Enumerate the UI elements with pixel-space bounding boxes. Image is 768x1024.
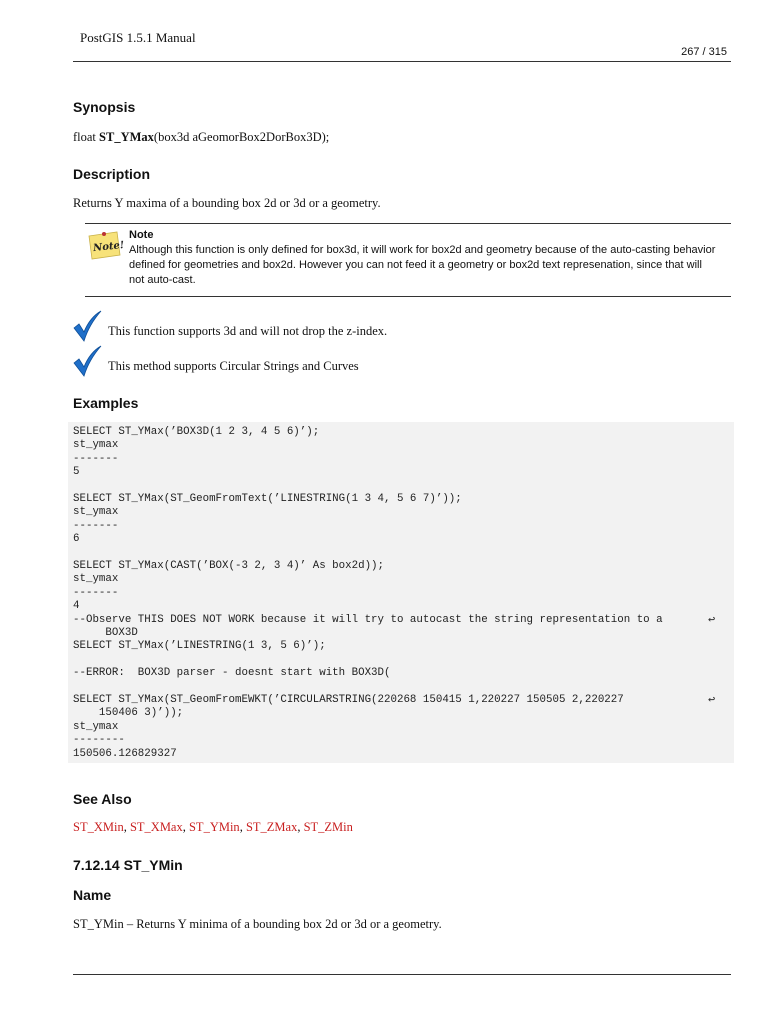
signature-args: (box3d aGeomorBox2DorBox3D); bbox=[153, 130, 330, 144]
see-also-links bbox=[73, 820, 353, 835]
code-line: SELECT ST_YMax(’BOX3D(1 2 3, 4 5 6)’); bbox=[73, 426, 320, 438]
name-line: ST_YMin – Returns Y minima of a bounding box 2d or 3d or a geometry. bbox=[73, 917, 442, 931]
note-line: defined for geometries and box2d. However you can not feed it a geometry or box2d text represenation, since that will bbox=[129, 259, 702, 271]
code-line: BOX3D bbox=[73, 627, 138, 639]
examples-heading: Examples bbox=[73, 395, 139, 411]
link-separator: , bbox=[182, 820, 189, 834]
code-line: SELECT ST_YMax(ST_GeomFromEWKT(’CIRCULARSTRING(220268 150415 1,220227 150505 2,220227 bbox=[73, 694, 624, 706]
code-line: st_ymax bbox=[73, 720, 119, 733]
header-divider bbox=[73, 61, 731, 62]
code-line: --ERROR: BOX3D parser - doesnt start with BOX3D( bbox=[73, 667, 391, 680]
feature-3d-support bbox=[72, 310, 712, 344]
note-line: Although this function is only defined for box3d, it will work for box2d and geometry because of the auto-casting behavior bbox=[129, 244, 716, 256]
link-separator: , bbox=[123, 820, 130, 834]
code-line: st_ymax bbox=[73, 573, 119, 586]
code-line: SELECT ST_YMax(ST_GeomFromText(’LINESTRING(1 3 4, 5 6 7)’)); bbox=[73, 493, 462, 505]
see-also-link[interactable]: ST_YMin bbox=[188, 820, 240, 834]
return-type: float bbox=[73, 130, 100, 144]
name-heading: Name bbox=[73, 887, 112, 903]
synopsis-heading: Synopsis bbox=[73, 99, 136, 115]
code-line: 5 bbox=[73, 466, 80, 479]
see-also-link[interactable]: ST_ZMax bbox=[245, 820, 298, 834]
function-name: ST_YMax bbox=[99, 130, 154, 144]
see-also-heading: See Also bbox=[73, 791, 132, 807]
code-line: -------- bbox=[73, 734, 125, 747]
note-icon-label: Note! bbox=[92, 239, 125, 255]
code-line: --Observe THIS DOES NOT WORK because it will try to autocast the string representation to a bbox=[73, 613, 663, 626]
see-also-link[interactable]: ST_XMin bbox=[73, 820, 124, 834]
note-box bbox=[85, 223, 731, 297]
code-line: SELECT ST_YMax(CAST(’BOX(-3 2, 3 4)’ As box2d)); bbox=[73, 560, 385, 572]
link-separator: , bbox=[239, 820, 246, 834]
code-line: ------- bbox=[73, 452, 119, 465]
code-line: ------- bbox=[73, 586, 119, 599]
link-separator: , bbox=[297, 820, 304, 834]
code-line: 4 bbox=[73, 600, 80, 613]
section-heading: 7.12.14 ST_YMin bbox=[73, 857, 183, 873]
feature-text: This method supports Circular Strings and Curves bbox=[108, 359, 359, 373]
code-line: 150406 3)’)); bbox=[73, 707, 184, 720]
synopsis-signature bbox=[73, 130, 329, 145]
checkmark-icon bbox=[72, 310, 102, 342]
code-line: st_ymax bbox=[73, 506, 119, 519]
code-line: SELECT ST_YMax(’LINESTRING(1 3, 5 6)’); bbox=[73, 640, 326, 653]
line-wrap-icon: ↩ bbox=[708, 612, 716, 627]
code-block bbox=[68, 422, 734, 763]
sticky-note-icon bbox=[87, 230, 125, 260]
description-heading: Description bbox=[73, 166, 151, 182]
note-line: not auto-cast. bbox=[129, 274, 196, 286]
feature-text: This function supports 3d and will not drop the z-index. bbox=[108, 324, 388, 338]
line-wrap-icon: ↩ bbox=[708, 693, 716, 707]
feature-curves-support bbox=[72, 345, 712, 379]
see-also-link[interactable]: ST_ZMin bbox=[303, 820, 353, 834]
description-text: Returns Y maxima of a bounding box 2d or 3d or a geometry. bbox=[73, 196, 381, 210]
code-line: 150506.126829327 bbox=[73, 747, 177, 760]
note-title: Note bbox=[129, 229, 154, 241]
header-title: PostGIS 1.5.1 Manual bbox=[80, 30, 196, 45]
code-line: ------- bbox=[73, 519, 119, 532]
footer-divider bbox=[73, 974, 731, 975]
note-body bbox=[129, 243, 731, 288]
code-line: 6 bbox=[73, 533, 80, 546]
see-also-link[interactable]: ST_XMax bbox=[129, 820, 183, 834]
code-line: st_ymax bbox=[73, 439, 119, 452]
page-number: 267 / 315 bbox=[681, 46, 727, 58]
checkmark-icon bbox=[72, 345, 102, 377]
